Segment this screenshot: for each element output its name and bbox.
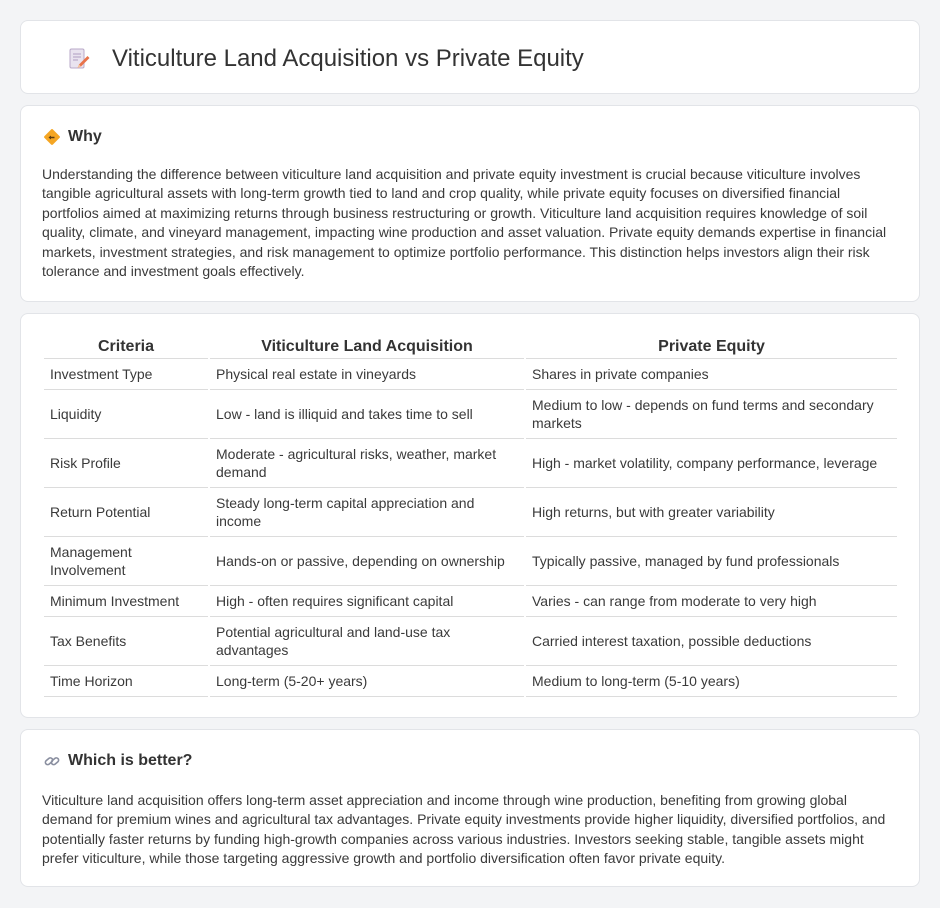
viticulture-cell: Steady long-term capital appreciation and income [210, 488, 524, 537]
criteria-cell: Risk Profile [44, 439, 208, 488]
private-equity-cell: Carried interest taxation, possible deductions [526, 617, 897, 666]
viticulture-cell: Moderate - agricultural risks, weather, market demand [210, 439, 524, 488]
criteria-cell: Management Involvement [44, 537, 208, 586]
private-equity-cell: Shares in private companies [526, 359, 897, 390]
viticulture-cell: Long-term (5-20+ years) [210, 666, 524, 697]
table-row [44, 537, 897, 586]
criteria-cell: Time Horizon [44, 666, 208, 697]
viticulture-cell: Physical real estate in vineyards [210, 359, 524, 390]
private-equity-cell: Medium to low - depends on fund terms and secondary markets [526, 390, 897, 439]
private-equity-cell: Varies - can range from moderate to very high [526, 586, 897, 617]
criteria-cell: Minimum Investment [44, 586, 208, 617]
link-icon [43, 752, 61, 770]
table-row [44, 666, 897, 697]
header-criteria: Criteria [44, 334, 208, 359]
why-header [43, 126, 102, 148]
why-body: Understanding the difference between viticulture land acquisition and private equity investment is crucial because viticulture involves tangible agricultural assets with long-term growth tied to land and crop quality, while private equity focuses on diversified financial portfolios aimed at maximizing returns through business restructuring or growth. Viticulture land acquisition requires knowledge of soil quality, climate, and vineyard management, impacting wine production and asset valuation. Private equity demands expertise in financial markets, investment strategies, and risk management to optimize portfolio performance. This distinction helps investors align their risk tolerance and investment goals effectively. [42, 166, 887, 280]
criteria-cell: Liquidity [44, 390, 208, 439]
title-card [20, 20, 920, 94]
viticulture-cell: Low - land is illiquid and takes time to sell [210, 390, 524, 439]
viticulture-cell: Potential agricultural and land-use tax advantages [210, 617, 524, 666]
better-header [43, 750, 192, 772]
page-title: Viticulture Land Acquisition vs Private Equity [112, 45, 584, 72]
why-heading: Why [68, 128, 102, 145]
better-body: Viticulture land acquisition offers long-term asset appreciation and income through wine production, benefiting from growing global demand for premium wines and agricultural tax advantages. Private equity investments provide higher liquidity, diversified portfolios, and potentially faster returns by funding high-growth companies across various industries. Investors seeking stable, tangible assets might prefer viticulture, while those targeting aggressive growth and portfolio diversification often favor private equity. [42, 792, 886, 867]
viticulture-cell: High - often requires significant capital [210, 586, 524, 617]
table-row [44, 586, 897, 617]
header-viticulture: Viticulture Land Acquisition [210, 334, 524, 359]
why-section [20, 105, 920, 302]
criteria-cell: Investment Type [44, 359, 208, 390]
comparison-section [20, 313, 920, 718]
header-private-equity: Private Equity [526, 334, 897, 359]
document-edit-icon [67, 47, 91, 71]
private-equity-cell: Typically passive, managed by fund professionals [526, 537, 897, 586]
better-heading: Which is better? [68, 752, 193, 769]
criteria-cell: Tax Benefits [44, 617, 208, 666]
table-row [44, 390, 897, 439]
table-row [44, 439, 897, 488]
private-equity-cell: High returns, but with greater variability [526, 488, 897, 537]
private-equity-cell: Medium to long-term (5-10 years) [526, 666, 897, 697]
private-equity-cell: High - market volatility, company performance, leverage [526, 439, 897, 488]
comparison-table [42, 334, 899, 697]
table-row [44, 488, 897, 537]
viticulture-cell: Hands-on or passive, depending on ownership [210, 537, 524, 586]
table-row [44, 359, 897, 390]
table-header-row [44, 334, 897, 359]
diamond-sign-icon [43, 128, 61, 146]
criteria-cell: Return Potential [44, 488, 208, 537]
which-better-section [20, 729, 920, 887]
table-row [44, 617, 897, 666]
